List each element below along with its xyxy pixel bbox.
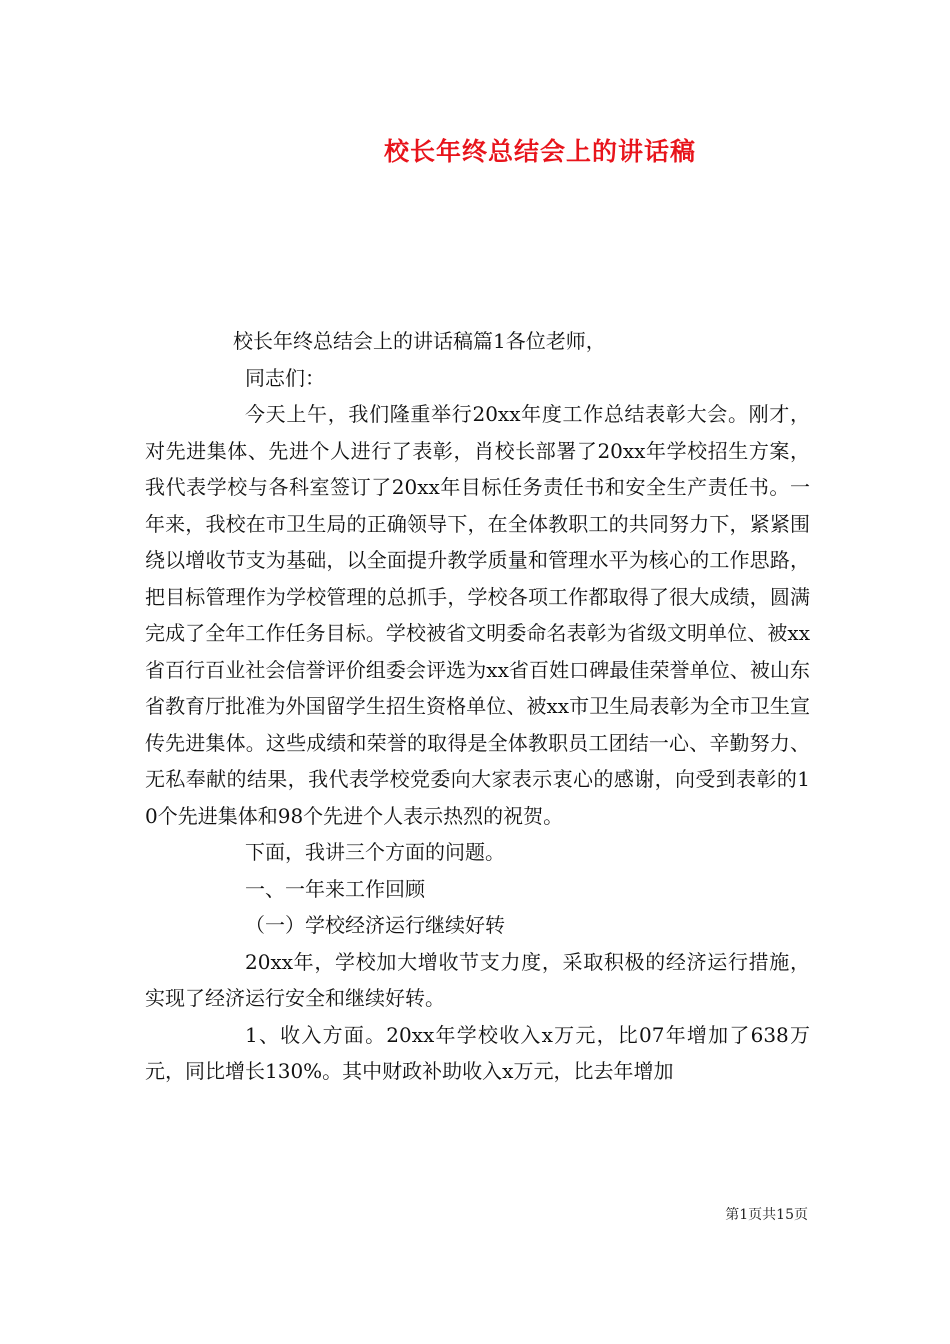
paragraph-intro: 今天上午，我们隆重举行20xx年度工作总结表彰大会。刚才，对先进集体、先进个人进行了表彰，肖校长部署了20xx年学校招生方案，我代表学校与各科室签订了20xx年目标任务责任书和安全生产责任书。一年来，我校在市卫生局的正确领导下，在全体教职工的共同努力下，紧紧围绕以增收节支为基础，以全面提升教学质量和管理水平为核心的工作思路，把目标管理作为学校管理的总抓手，学校各项工作都取得了很大成绩，圆满完成了全年工作任务目标。学校被省文明委命名表彰为省级文明单位、被xx省百行百业社会信誉评价组委会评选为xx省百姓口碑最佳荣誉单位、被山东省教育厅批准为外国留学生招生资格单位、被xx市卫生局表彰为全市卫生宣传先进集体。这些成绩和荣誉的取得是全体教职员工团结一心、辛勤努力、无私奉献的结果，我代表学校党委向大家表示衷心的感谢，向受到表彰的10个先进集体和98个先进个人表示热烈的祝贺。 <box>145 402 810 828</box>
section-heading-1: 一、一年来工作回顾 <box>245 876 425 901</box>
paragraph-economy: 20xx年，学校加大增收节支力度，采取积极的经济运行措施，实现了经济运行安全和继续好转。 <box>145 949 810 1010</box>
paragraph-transition: 下面，我讲三个方面的问题。 <box>245 840 505 864</box>
paragraph-salutation: 同志们： <box>245 365 325 390</box>
page-footer: 第1页共15页 <box>725 1207 808 1223</box>
document-title: 校长年终总结会上的讲话稿 <box>383 137 696 166</box>
document-body <box>145 323 810 1090</box>
paragraph-income: 1、收入方面。20xx年学校收入x万元，比07年增加了638万元，同比增长130%。其中财政补助收入x万元，比去年增加 <box>145 1022 810 1083</box>
subsection-heading-1: （一）学校经济运行继续好转 <box>245 913 505 937</box>
paragraph-heading-line: 校长年终总结会上的讲话稿篇1各位老师， <box>233 329 606 353</box>
